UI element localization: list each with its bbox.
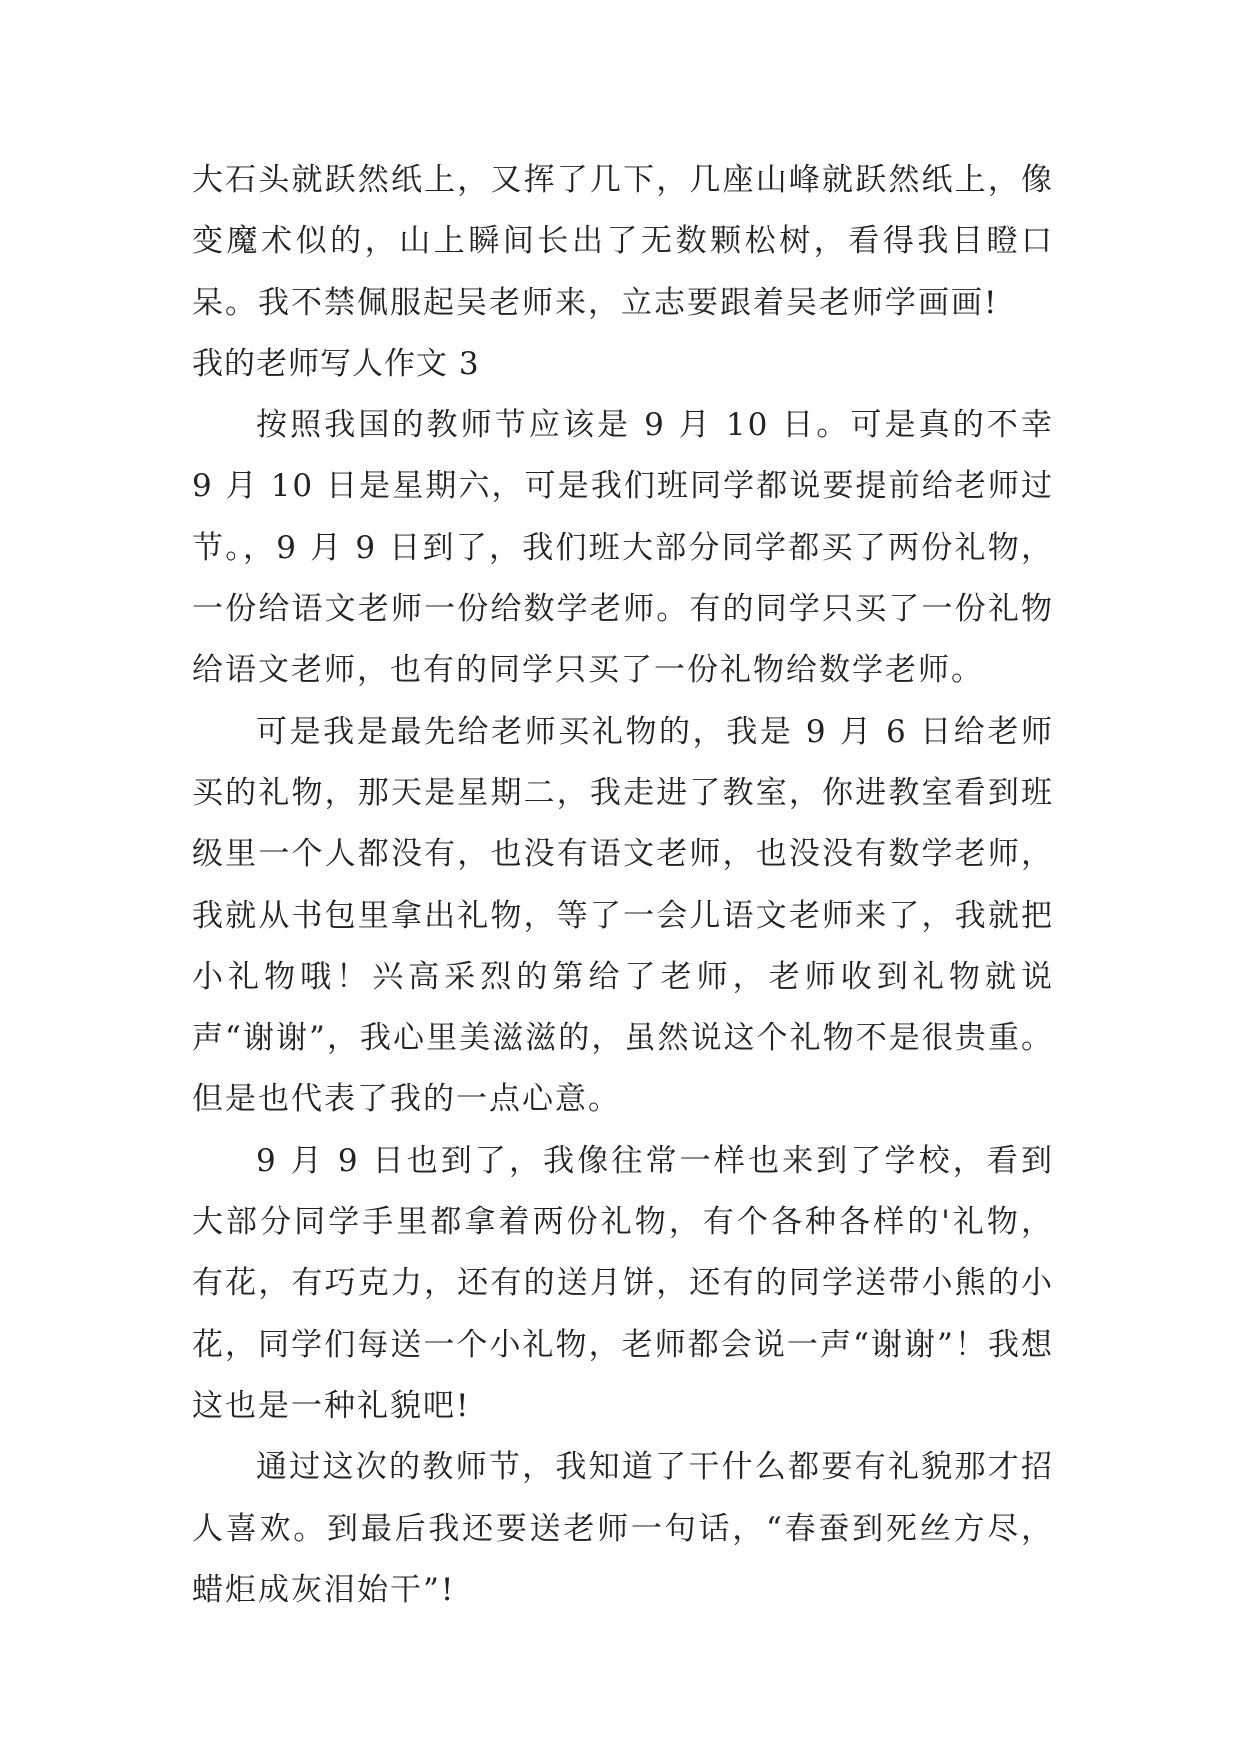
body-paragraph-2: 可是我是最先给老师买礼物的，我是 9 月 6 日给老师买的礼物，那天是星期二，我走进了教室，你进教室看到班级里一个人都没有，也没有语文老师，也没没有数学老师，我就从书包里拿出礼物，等了一会儿语文老师来了，我就把小礼物哦！兴高采烈的第给了老师，老师收到礼物就说声“谢谢”，我心里美滋滋的，虽然说这个礼物不是很贵重。但是也代表了我的一点心意。: [192, 713, 1054, 1118]
section-title: 我的老师写人作文 3: [192, 345, 480, 382]
body-paragraph-1: 按照我国的教师节应该是 9 月 10 日。可是真的不幸 9 月 10 日是星期六，可是我们班同学都说要提前给老师过节。，9 月 9 日到了，我们班大部分同学都买了两份礼物，一份给语文老师一份给数学老师。有的同学只买了一份礼物给语文老师，也有的同学只买了一份礼物给数学老师。: [192, 407, 1054, 689]
document-page: [192, 150, 1054, 1621]
body-paragraph-4: 通过这次的教师节，我知道了干什么都要有礼貌那才招人喜欢。到最后我还要送老师一句话，“春蚕到死丝方尽，蜡炬成灰泪始干”!: [192, 1449, 1054, 1608]
continuation-paragraph: 大石头就跃然纸上，又挥了几下，几座山峰就跃然纸上，像变魔术似的，山上瞬间长出了无数颗松树，看得我目瞪口呆。我不禁佩服起吴老师来，立志要跟着吴老师学画画!: [192, 162, 1054, 321]
body-paragraph-3: 9 月 9 日也到了，我像往常一样也来到了学校，看到大部分同学手里都拿着两份礼物，有个各种各样的'礼物，有花，有巧克力，还有的送月饼，还有的同学送带小熊的小花，同学们每送一个小礼物，老师都会说一声“谢谢”！我想这也是一种礼貌吧!: [192, 1142, 1054, 1424]
